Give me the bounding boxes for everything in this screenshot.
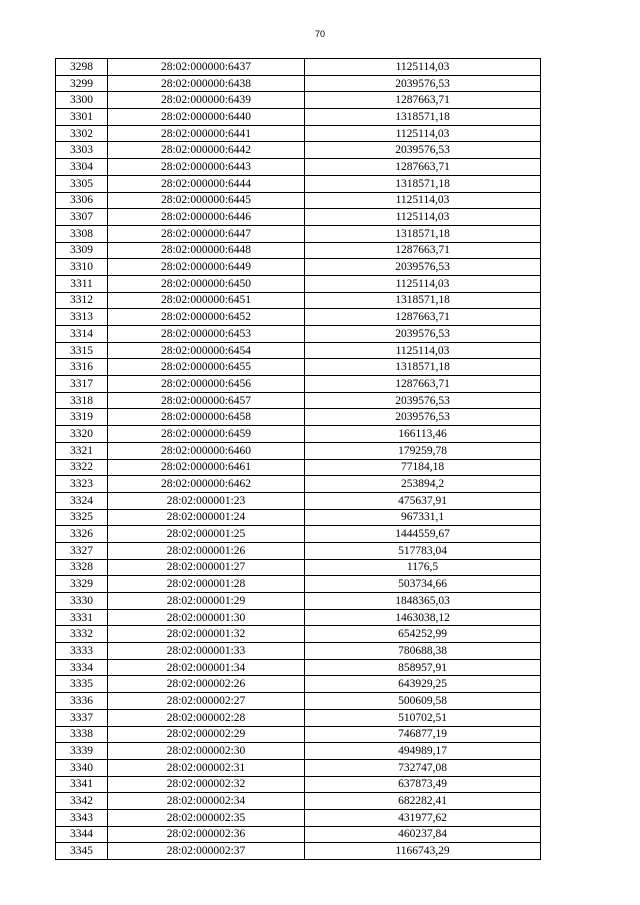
cadastral-number-cell: 28:02:000002:35 — [108, 809, 305, 826]
table-row — [56, 209, 541, 226]
cadastral-number-cell: 28:02:000001:29 — [108, 593, 305, 610]
table-row — [56, 142, 541, 159]
table-row — [56, 809, 541, 826]
table-row — [56, 192, 541, 209]
cadastral-value-cell: 1287663,71 — [305, 242, 541, 259]
row-number-cell: 3322 — [56, 459, 108, 476]
table-row — [56, 676, 541, 693]
row-number-cell: 3313 — [56, 309, 108, 326]
table-row — [56, 492, 541, 509]
row-number-cell: 3325 — [56, 509, 108, 526]
table-row — [56, 109, 541, 126]
cadastral-value-cell: 1125114,03 — [305, 209, 541, 226]
row-number-cell: 3330 — [56, 593, 108, 610]
table-row — [56, 326, 541, 343]
row-number-cell: 3324 — [56, 492, 108, 509]
cadastral-value-cell: 475637,91 — [305, 492, 541, 509]
table-row — [56, 442, 541, 459]
table-row — [56, 843, 541, 860]
cadastral-value-cell: 1318571,18 — [305, 175, 541, 192]
cadastral-value-cell: 1287663,71 — [305, 92, 541, 109]
row-number-cell: 3333 — [56, 643, 108, 660]
table-row — [56, 292, 541, 309]
table-row — [56, 359, 541, 376]
table-row — [56, 743, 541, 760]
table-row — [56, 593, 541, 610]
cadastral-number-cell: 28:02:000002:34 — [108, 793, 305, 810]
cadastral-value-cell: 858957,91 — [305, 659, 541, 676]
row-number-cell: 3337 — [56, 709, 108, 726]
table-row — [56, 726, 541, 743]
cadastral-value-cell: 2039576,53 — [305, 326, 541, 343]
table-row — [56, 626, 541, 643]
row-number-cell: 3345 — [56, 843, 108, 860]
cadastral-value-cell: 1125114,03 — [305, 125, 541, 142]
cadastral-number-cell: 28:02:000002:30 — [108, 743, 305, 760]
cadastral-value-cell: 654252,99 — [305, 626, 541, 643]
row-number-cell: 3312 — [56, 292, 108, 309]
cadastral-number-cell: 28:02:000001:25 — [108, 526, 305, 543]
cadastral-value-cell: 510702,51 — [305, 709, 541, 726]
table-row — [56, 92, 541, 109]
cadastral-value-cell: 2039576,53 — [305, 259, 541, 276]
cadastral-value-cell: 1287663,71 — [305, 376, 541, 393]
row-number-cell: 3339 — [56, 743, 108, 760]
cadastral-number-cell: 28:02:000000:6455 — [108, 359, 305, 376]
cadastral-value-cell: 166113,46 — [305, 426, 541, 443]
table-row — [56, 509, 541, 526]
row-number-cell: 3308 — [56, 225, 108, 242]
row-number-cell: 3303 — [56, 142, 108, 159]
table-row — [56, 693, 541, 710]
row-number-cell: 3300 — [56, 92, 108, 109]
cadastral-value-cell: 1125114,03 — [305, 59, 541, 76]
row-number-cell: 3302 — [56, 125, 108, 142]
cadastral-number-cell: 28:02:000000:6458 — [108, 409, 305, 426]
cadastral-value-cell: 643929,25 — [305, 676, 541, 693]
page-number: 70 — [314, 29, 325, 39]
cadastral-number-cell: 28:02:000001:28 — [108, 576, 305, 593]
cadastral-value-cell: 1287663,71 — [305, 309, 541, 326]
table-row — [56, 459, 541, 476]
cadastral-number-cell: 28:02:000000:6447 — [108, 225, 305, 242]
cadastral-number-cell: 28:02:000000:6446 — [108, 209, 305, 226]
row-number-cell: 3307 — [56, 209, 108, 226]
cadastral-value-cell: 637873,49 — [305, 776, 541, 793]
cadastral-value-cell: 1444559,67 — [305, 526, 541, 543]
row-number-cell: 3314 — [56, 326, 108, 343]
cadastral-number-cell: 28:02:000000:6440 — [108, 109, 305, 126]
table-row — [56, 576, 541, 593]
cadastral-value-cell: 1287663,71 — [305, 159, 541, 176]
row-number-cell: 3317 — [56, 376, 108, 393]
table-row — [56, 793, 541, 810]
table-row — [56, 242, 541, 259]
cadastral-number-cell: 28:02:000000:6441 — [108, 125, 305, 142]
cadastral-number-cell: 28:02:000002:31 — [108, 759, 305, 776]
cadastral-value-cell: 1125114,03 — [305, 275, 541, 292]
table-row — [56, 125, 541, 142]
row-number-cell: 3343 — [56, 809, 108, 826]
table-row — [56, 225, 541, 242]
table-row — [56, 426, 541, 443]
cadastral-value-cell: 2039576,53 — [305, 409, 541, 426]
row-number-cell: 3321 — [56, 442, 108, 459]
cadastral-number-cell: 28:02:000000:6461 — [108, 459, 305, 476]
cadastral-value-cell: 253894,2 — [305, 476, 541, 493]
table-row — [56, 159, 541, 176]
table-row — [56, 476, 541, 493]
cadastral-number-cell: 28:02:000001:26 — [108, 542, 305, 559]
cadastral-number-cell: 28:02:000000:6450 — [108, 275, 305, 292]
row-number-cell: 3320 — [56, 426, 108, 443]
table-row — [56, 759, 541, 776]
row-number-cell: 3331 — [56, 609, 108, 626]
cadastral-value-cell: 1318571,18 — [305, 292, 541, 309]
cadastral-number-cell: 28:02:000000:6457 — [108, 392, 305, 409]
cadastral-number-cell: 28:02:000000:6449 — [108, 259, 305, 276]
table-row — [56, 609, 541, 626]
cadastral-value-cell: 732747,08 — [305, 759, 541, 776]
cadastral-number-cell: 28:02:000001:32 — [108, 626, 305, 643]
row-number-cell: 3340 — [56, 759, 108, 776]
cadastral-value-cell: 503734,66 — [305, 576, 541, 593]
cadastral-number-cell: 28:02:000000:6453 — [108, 326, 305, 343]
cadastral-number-cell: 28:02:000001:30 — [108, 609, 305, 626]
table-row — [56, 542, 541, 559]
row-number-cell: 3319 — [56, 409, 108, 426]
cadastral-number-cell: 28:02:000000:6462 — [108, 476, 305, 493]
row-number-cell: 3334 — [56, 659, 108, 676]
cadastral-number-cell: 28:02:000001:24 — [108, 509, 305, 526]
cadastral-value-cell: 2039576,53 — [305, 392, 541, 409]
cadastral-value-cell: 1463038,12 — [305, 609, 541, 626]
cadastral-number-cell: 28:02:000002:28 — [108, 709, 305, 726]
cadastral-number-cell: 28:02:000001:33 — [108, 643, 305, 660]
cadastral-number-cell: 28:02:000002:37 — [108, 843, 305, 860]
cadastral-number-cell: 28:02:000000:6444 — [108, 175, 305, 192]
cadastral-number-cell: 28:02:000002:27 — [108, 693, 305, 710]
cadastral-value-cell: 1125114,03 — [305, 192, 541, 209]
table-row — [56, 75, 541, 92]
row-number-cell: 3341 — [56, 776, 108, 793]
row-number-cell: 3306 — [56, 192, 108, 209]
cadastral-value-table — [55, 58, 541, 860]
table-row — [56, 376, 541, 393]
table-row — [56, 709, 541, 726]
row-number-cell: 3316 — [56, 359, 108, 376]
cadastral-value-cell: 494989,17 — [305, 743, 541, 760]
row-number-cell: 3315 — [56, 342, 108, 359]
table-row — [56, 309, 541, 326]
row-number-cell: 3326 — [56, 526, 108, 543]
table-row — [56, 559, 541, 576]
row-number-cell: 3310 — [56, 259, 108, 276]
table-row — [56, 409, 541, 426]
table-row — [56, 175, 541, 192]
cadastral-value-cell: 1848365,03 — [305, 593, 541, 610]
row-number-cell: 3328 — [56, 559, 108, 576]
row-number-cell: 3301 — [56, 109, 108, 126]
cadastral-value-cell: 746877,19 — [305, 726, 541, 743]
row-number-cell: 3338 — [56, 726, 108, 743]
row-number-cell: 3332 — [56, 626, 108, 643]
row-number-cell: 3329 — [56, 576, 108, 593]
table-row — [56, 643, 541, 660]
table-row — [56, 342, 541, 359]
table-row — [56, 392, 541, 409]
cadastral-number-cell: 28:02:000001:27 — [108, 559, 305, 576]
cadastral-number-cell: 28:02:000000:6439 — [108, 92, 305, 109]
table-row — [56, 59, 541, 76]
row-number-cell: 3344 — [56, 826, 108, 843]
table-row — [56, 275, 541, 292]
cadastral-value-cell: 500609,58 — [305, 693, 541, 710]
cadastral-number-cell: 28:02:000000:6443 — [108, 159, 305, 176]
cadastral-number-cell: 28:02:000002:26 — [108, 676, 305, 693]
cadastral-number-cell: 28:02:000000:6456 — [108, 376, 305, 393]
cadastral-value-cell: 682282,41 — [305, 793, 541, 810]
cadastral-number-cell: 28:02:000000:6438 — [108, 75, 305, 92]
cadastral-value-cell: 77184,18 — [305, 459, 541, 476]
table-row — [56, 526, 541, 543]
row-number-cell: 3311 — [56, 275, 108, 292]
row-number-cell: 3299 — [56, 75, 108, 92]
table-row — [56, 776, 541, 793]
cadastral-value-cell: 1318571,18 — [305, 359, 541, 376]
row-number-cell: 3318 — [56, 392, 108, 409]
cadastral-value-cell: 1318571,18 — [305, 225, 541, 242]
cadastral-number-cell: 28:02:000000:6460 — [108, 442, 305, 459]
table-body — [56, 59, 541, 860]
row-number-cell: 3304 — [56, 159, 108, 176]
table-row — [56, 259, 541, 276]
cadastral-number-cell: 28:02:000002:32 — [108, 776, 305, 793]
cadastral-number-cell: 28:02:000000:6437 — [108, 59, 305, 76]
cadastral-number-cell: 28:02:000000:6448 — [108, 242, 305, 259]
cadastral-value-cell: 179259,78 — [305, 442, 541, 459]
cadastral-number-cell: 28:02:000000:6454 — [108, 342, 305, 359]
cadastral-value-cell: 460237,84 — [305, 826, 541, 843]
table-row — [56, 659, 541, 676]
row-number-cell: 3335 — [56, 676, 108, 693]
cadastral-value-cell: 1166743,29 — [305, 843, 541, 860]
cadastral-value-cell: 780688,38 — [305, 643, 541, 660]
cadastral-number-cell: 28:02:000001:23 — [108, 492, 305, 509]
row-number-cell: 3342 — [56, 793, 108, 810]
cadastral-number-cell: 28:02:000001:34 — [108, 659, 305, 676]
row-number-cell: 3305 — [56, 175, 108, 192]
row-number-cell: 3298 — [56, 59, 108, 76]
cadastral-number-cell: 28:02:000002:29 — [108, 726, 305, 743]
row-number-cell: 3327 — [56, 542, 108, 559]
row-number-cell: 3336 — [56, 693, 108, 710]
cadastral-number-cell: 28:02:000000:6445 — [108, 192, 305, 209]
cadastral-number-cell: 28:02:000000:6442 — [108, 142, 305, 159]
cadastral-value-cell: 431977,62 — [305, 809, 541, 826]
cadastral-value-cell: 1125114,03 — [305, 342, 541, 359]
cadastral-value-cell: 1318571,18 — [305, 109, 541, 126]
cadastral-number-cell: 28:02:000000:6452 — [108, 309, 305, 326]
cadastral-value-cell: 2039576,53 — [305, 75, 541, 92]
cadastral-value-cell: 2039576,53 — [305, 142, 541, 159]
cadastral-number-cell: 28:02:000000:6451 — [108, 292, 305, 309]
cadastral-value-cell: 967331,1 — [305, 509, 541, 526]
row-number-cell: 3309 — [56, 242, 108, 259]
cadastral-number-cell: 28:02:000000:6459 — [108, 426, 305, 443]
row-number-cell: 3323 — [56, 476, 108, 493]
cadastral-value-cell: 1176,5 — [305, 559, 541, 576]
cadastral-value-cell: 517783,04 — [305, 542, 541, 559]
table-row — [56, 826, 541, 843]
cadastral-number-cell: 28:02:000002:36 — [108, 826, 305, 843]
